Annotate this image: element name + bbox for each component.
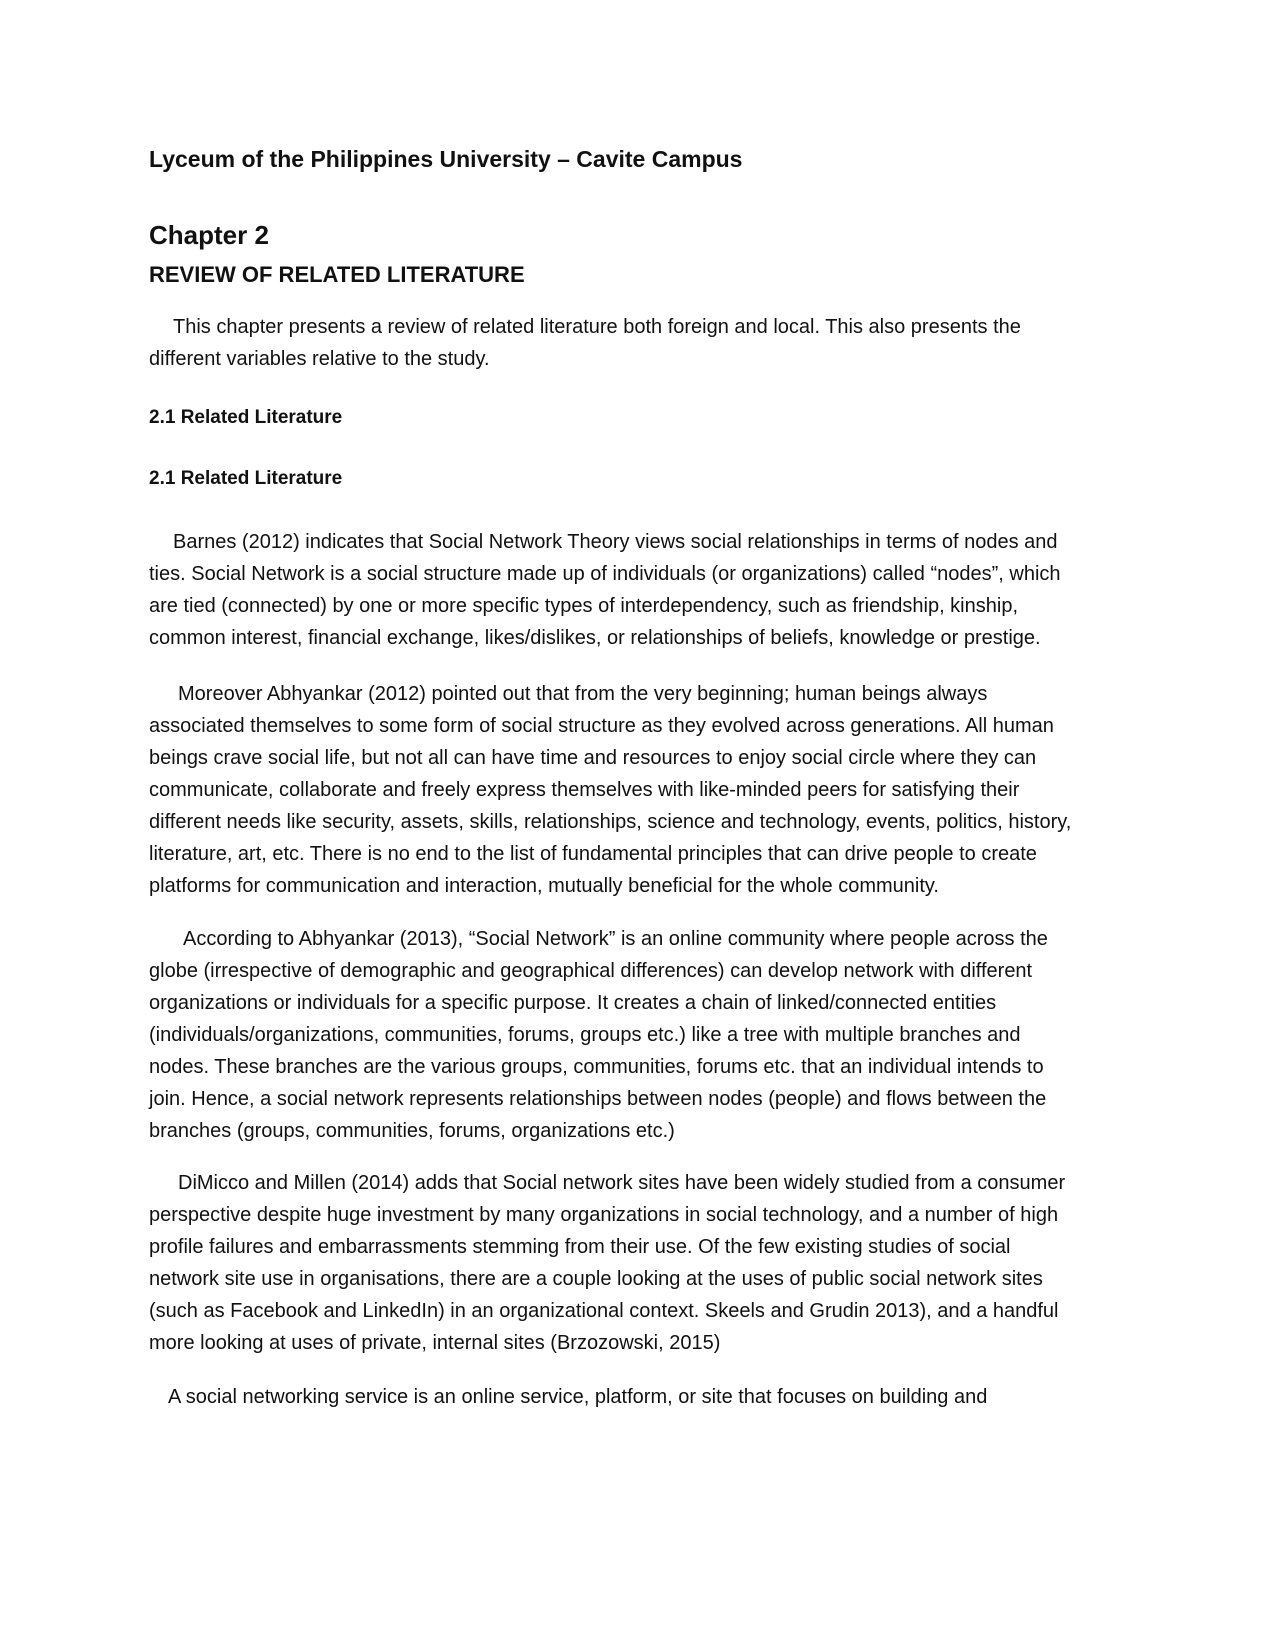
paragraph-line: organizations or individuals for a specific purpose. It creates a chain of linked/connected entities bbox=[149, 992, 997, 1014]
paragraph-line: Barnes (2012) indicates that Social Network Theory views social relationships in terms of nodes and bbox=[173, 531, 1058, 553]
paragraph-line: branches (groups, communities, forums, organizations etc.) bbox=[149, 1120, 675, 1142]
paragraph-line: network site use in organisations, there are a couple looking at the uses of public social network sites bbox=[149, 1268, 1043, 1290]
paragraph-line: globe (irrespective of demographic and geographical differences) can develop network with different bbox=[149, 960, 1033, 982]
paragraph-line: According to Abhyankar (2013), “Social Network” is an online community where people across the bbox=[183, 928, 1048, 950]
paragraph-line: common interest, financial exchange, likes/dislikes, or relationships of beliefs, knowledge or prestige. bbox=[149, 627, 1041, 649]
body-paragraph bbox=[149, 1167, 1129, 1359]
body-paragraph bbox=[149, 923, 1129, 1147]
paragraph-line: literature, art, etc. There is no end to the list of fundamental principles that can drive people to create bbox=[149, 843, 1037, 865]
paragraph-line: are tied (connected) by one or more specific types of interdependency, such as friendship, kinship, bbox=[149, 595, 1018, 617]
paragraph-line: ties. Social Network is a social structure made up of individuals (or organizations) called “nodes”, which bbox=[149, 563, 1061, 585]
section-heading: 2.1 Related Literature bbox=[149, 468, 343, 489]
paragraph-line: DiMicco and Millen (2014) adds that Social network sites have been widely studied from a consumer bbox=[178, 1172, 1066, 1194]
institution-name: Lyceum of the Philippines University – Cavite Campus bbox=[149, 146, 743, 172]
paragraph-line: perspective despite huge investment by many organizations in social technology, and a number of high bbox=[149, 1204, 1059, 1226]
chapter-title: REVIEW OF RELATED LITERATURE bbox=[149, 262, 525, 287]
paragraph-line: nodes. These branches are the various groups, communities, forums etc. that an individual intends to bbox=[149, 1056, 1044, 1078]
section-heading: 2.1 Related Literature bbox=[149, 407, 343, 428]
body-paragraph bbox=[149, 526, 1129, 654]
intro-paragraph bbox=[149, 311, 1129, 375]
paragraph-line: platforms for communication and interaction, mutually beneficial for the whole community. bbox=[149, 875, 939, 897]
paragraph-line: (such as Facebook and LinkedIn) in an organizational context. Skeels and Grudin 2013), and a handful bbox=[149, 1300, 1059, 1322]
paragraph-line: A social networking service is an online service, platform, or site that focuses on building and bbox=[168, 1386, 988, 1408]
paragraph-line: join. Hence, a social network represents relationships between nodes (people) and flows between the bbox=[149, 1088, 1047, 1110]
paragraph-line: communicate, collaborate and freely express themselves with like-minded peers for satisfying their bbox=[149, 779, 1020, 801]
paragraph-line: profile failures and embarrassments stemming from their use. Of the few existing studies of social bbox=[149, 1236, 1011, 1258]
paragraph-line: Moreover Abhyankar (2012) pointed out that from the very beginning; human beings always bbox=[178, 683, 988, 705]
body-paragraph bbox=[149, 678, 1129, 902]
body-paragraph bbox=[149, 1381, 1129, 1413]
chapter-number: Chapter 2 bbox=[149, 220, 269, 250]
paragraph-line: associated themselves to some form of social structure as they evolved across generations. All human bbox=[149, 715, 1054, 737]
paragraph-line: This chapter presents a review of related literature both foreign and local. This also presents the bbox=[173, 316, 1021, 338]
paragraph-line: (individuals/organizations, communities, forums, groups etc.) like a tree with multiple branches and bbox=[149, 1024, 1021, 1046]
paragraph-line: more looking at uses of private, internal sites (Brzozowski, 2015) bbox=[149, 1332, 721, 1354]
paragraph-line: beings crave social life, but not all can have time and resources to enjoy social circle where they can bbox=[149, 747, 1037, 769]
paragraph-line: different needs like security, assets, skills, relationships, science and technology, events, politics, history, bbox=[149, 811, 1072, 833]
paragraph-line: different variables relative to the study. bbox=[149, 348, 490, 370]
